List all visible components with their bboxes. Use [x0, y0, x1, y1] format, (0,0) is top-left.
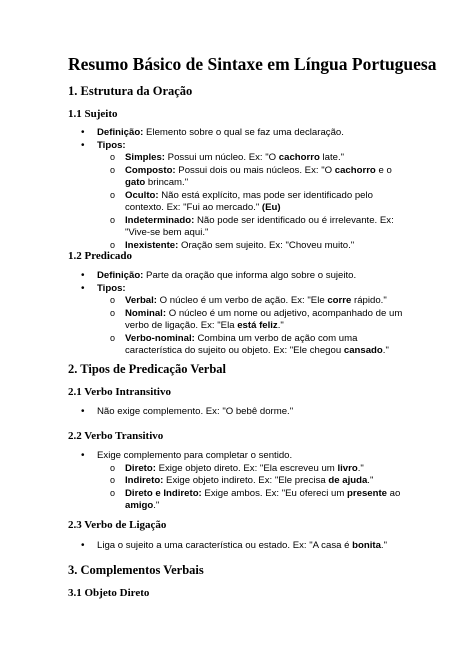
- list-item-inexistente: o Inexistente: Oração sem sujeito. Ex: "Choveu muito.": [68, 240, 408, 253]
- list-item: • Definição: Parte da oração que informa algo sobre o sujeito.: [68, 270, 408, 283]
- document-title: Resumo Básico de Sintaxe em Língua Portuguesa: [68, 54, 437, 74]
- intransitivo-list: [68, 406, 408, 419]
- list-item-indireto: o Indireto: Exige objeto indireto. Ex: "Ele precisa de ajuda.": [68, 475, 408, 488]
- list-item: • Tipos:: [68, 283, 408, 296]
- list-item-direto: o Direto: Exige objeto direto. Ex: "Ela escreveu um livro.": [68, 463, 408, 476]
- subsection-heading-transitivo: 2.2 Verbo Transitivo: [68, 430, 164, 442]
- list-item: • Liga o sujeito a uma característica ou estado. Ex: "A casa é bonita.": [68, 540, 408, 553]
- sujeito-list: [68, 127, 408, 252]
- subsection-heading-predicado: 1.2 Predicado: [68, 250, 132, 262]
- subsection-heading-intransitivo: 2.1 Verbo Intransitivo: [68, 386, 171, 398]
- list-item: • Exige complemento para completar o sentido.: [68, 450, 408, 463]
- list-item: • Tipos:: [68, 140, 408, 153]
- list-item: • Não exige complemento. Ex: "O bebê dorme.": [68, 406, 408, 419]
- list-item-composto: o Composto: Possui dois ou mais núcleos. Ex: "O cachorro e o gato brincam.": [68, 165, 408, 190]
- list-item-indeterminado: o Indeterminado: Não pode ser identificado ou é irrelevante. Ex: "Vive-se bem aqui.": [68, 215, 408, 240]
- list-item-direto-indireto: o Direto e Indireto: Exige ambos. Ex: "Eu ofereci um presente ao amigo.": [68, 488, 408, 513]
- list-item-nominal: o Nominal: O núcleo é um nome ou adjetivo, acompanhado de um verbo de ligação. Ex: "Ela está feliz.": [68, 308, 408, 333]
- list-item-verbal: o Verbal: O núcleo é um verbo de ação. Ex: "Ele corre rápido.": [68, 295, 408, 308]
- section-heading-predicacao: 2. Tipos de Predicação Verbal: [68, 362, 227, 376]
- list-item: • Definição: Elemento sobre o qual se faz uma declaração.: [68, 127, 408, 140]
- subsection-heading-sujeito: 1.1 Sujeito: [68, 108, 118, 120]
- predicado-list: [68, 270, 408, 358]
- list-item-simples: o Simples: Possui um núcleo. Ex: "O cachorro late.": [68, 152, 408, 165]
- ligacao-list: [68, 540, 408, 553]
- section-heading-estrutura: 1. Estrutura da Oração: [68, 84, 193, 98]
- list-item-oculto: o Oculto: Não está explícito, mas pode ser identificado pelo contexto. Ex: "Fui ao mercado." (Eu): [68, 190, 408, 215]
- section-heading-complementos: 3. Complementos Verbais: [68, 563, 204, 577]
- transitivo-list: [68, 450, 408, 513]
- subsection-heading-objeto-direto: 3.1 Objeto Direto: [68, 587, 150, 599]
- list-item-verbo-nominal: o Verbo-nominal: Combina um verbo de ação com uma característica do sujeito ou objeto. Ex: "Ele chegou cansado.": [68, 333, 408, 358]
- subsection-heading-ligacao: 2.3 Verbo de Ligação: [68, 519, 167, 531]
